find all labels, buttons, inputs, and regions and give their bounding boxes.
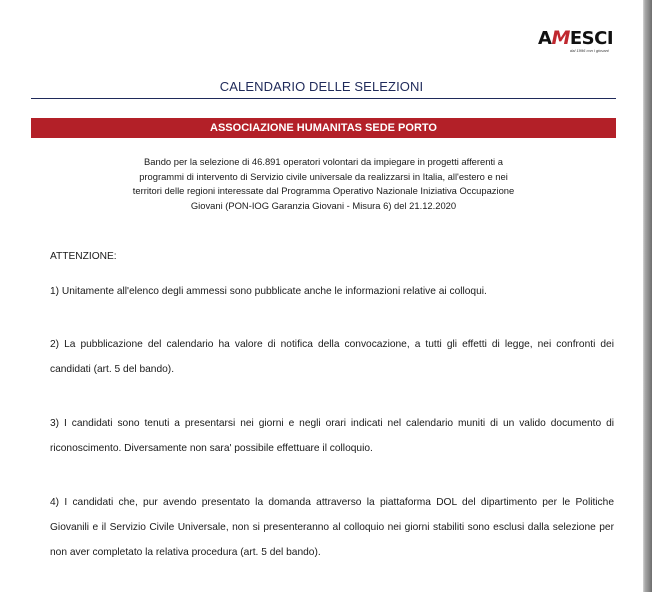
page-edge-shadow [643, 0, 652, 592]
notice-paragraph-1: 1) Unitamente all'elenco degli ammessi sono pubblicate anche le informazioni relative ai colloqui. [50, 286, 487, 297]
attention-heading: ATTENZIONE: [50, 251, 117, 262]
notice-paragraph-2: 2) La pubblicazione del calendario ha valore di notifica della convocazione, a tutti gli effetti di legge, nei confronti dei candidati (art. 5 del bando). [50, 339, 614, 375]
amesci-logo [538, 27, 620, 61]
logo-wordmark: AMESCI [538, 27, 614, 49]
description-line: programmi di intervento di Servizio civile universale da realizzarsi in Italia, all'estero e nei [139, 170, 508, 182]
notice-paragraph-3: 3) I candidati sono tenuti a presentarsi nei giorni e negli orari indicati nel calendario muniti di un valido documento di riconoscimento. Diversamente non sara' possibile effettuare il colloquio. [50, 418, 614, 454]
association-banner: ASSOCIAZIONE HUMANITAS SEDE PORTO [31, 118, 616, 138]
description-line: Bando per la selezione di 46.891 operatori volontari da impiegare in progetti afferenti a [144, 156, 503, 167]
description-line: territori delle regioni interessate dal Programma Operativo Nazionale Iniziativa Occupazione [132, 185, 515, 196]
bando-description [60, 155, 587, 213]
notice-paragraph-4: 4) I candidati che, pur avendo presentato la domanda attraverso la piattaforma DOL del dipartimento per le Politiche Giovanili e il Servizio Civile Universale, non si presenteranno al colloquio nei giorni stabiliti sono esclusi dalla selezione per non aver completato la relativa procedura (art. 5 del bando). [50, 497, 614, 558]
logo-tagline: dal 1996 con i giovani [570, 48, 609, 53]
description-line: Giovani (PON-IOG Garanzia Giovani - Misura 6) del 21.12.2020 [190, 199, 457, 211]
page-title: CALENDARIO DELLE SELEZIONI [219, 79, 424, 94]
title-underline [31, 98, 616, 99]
